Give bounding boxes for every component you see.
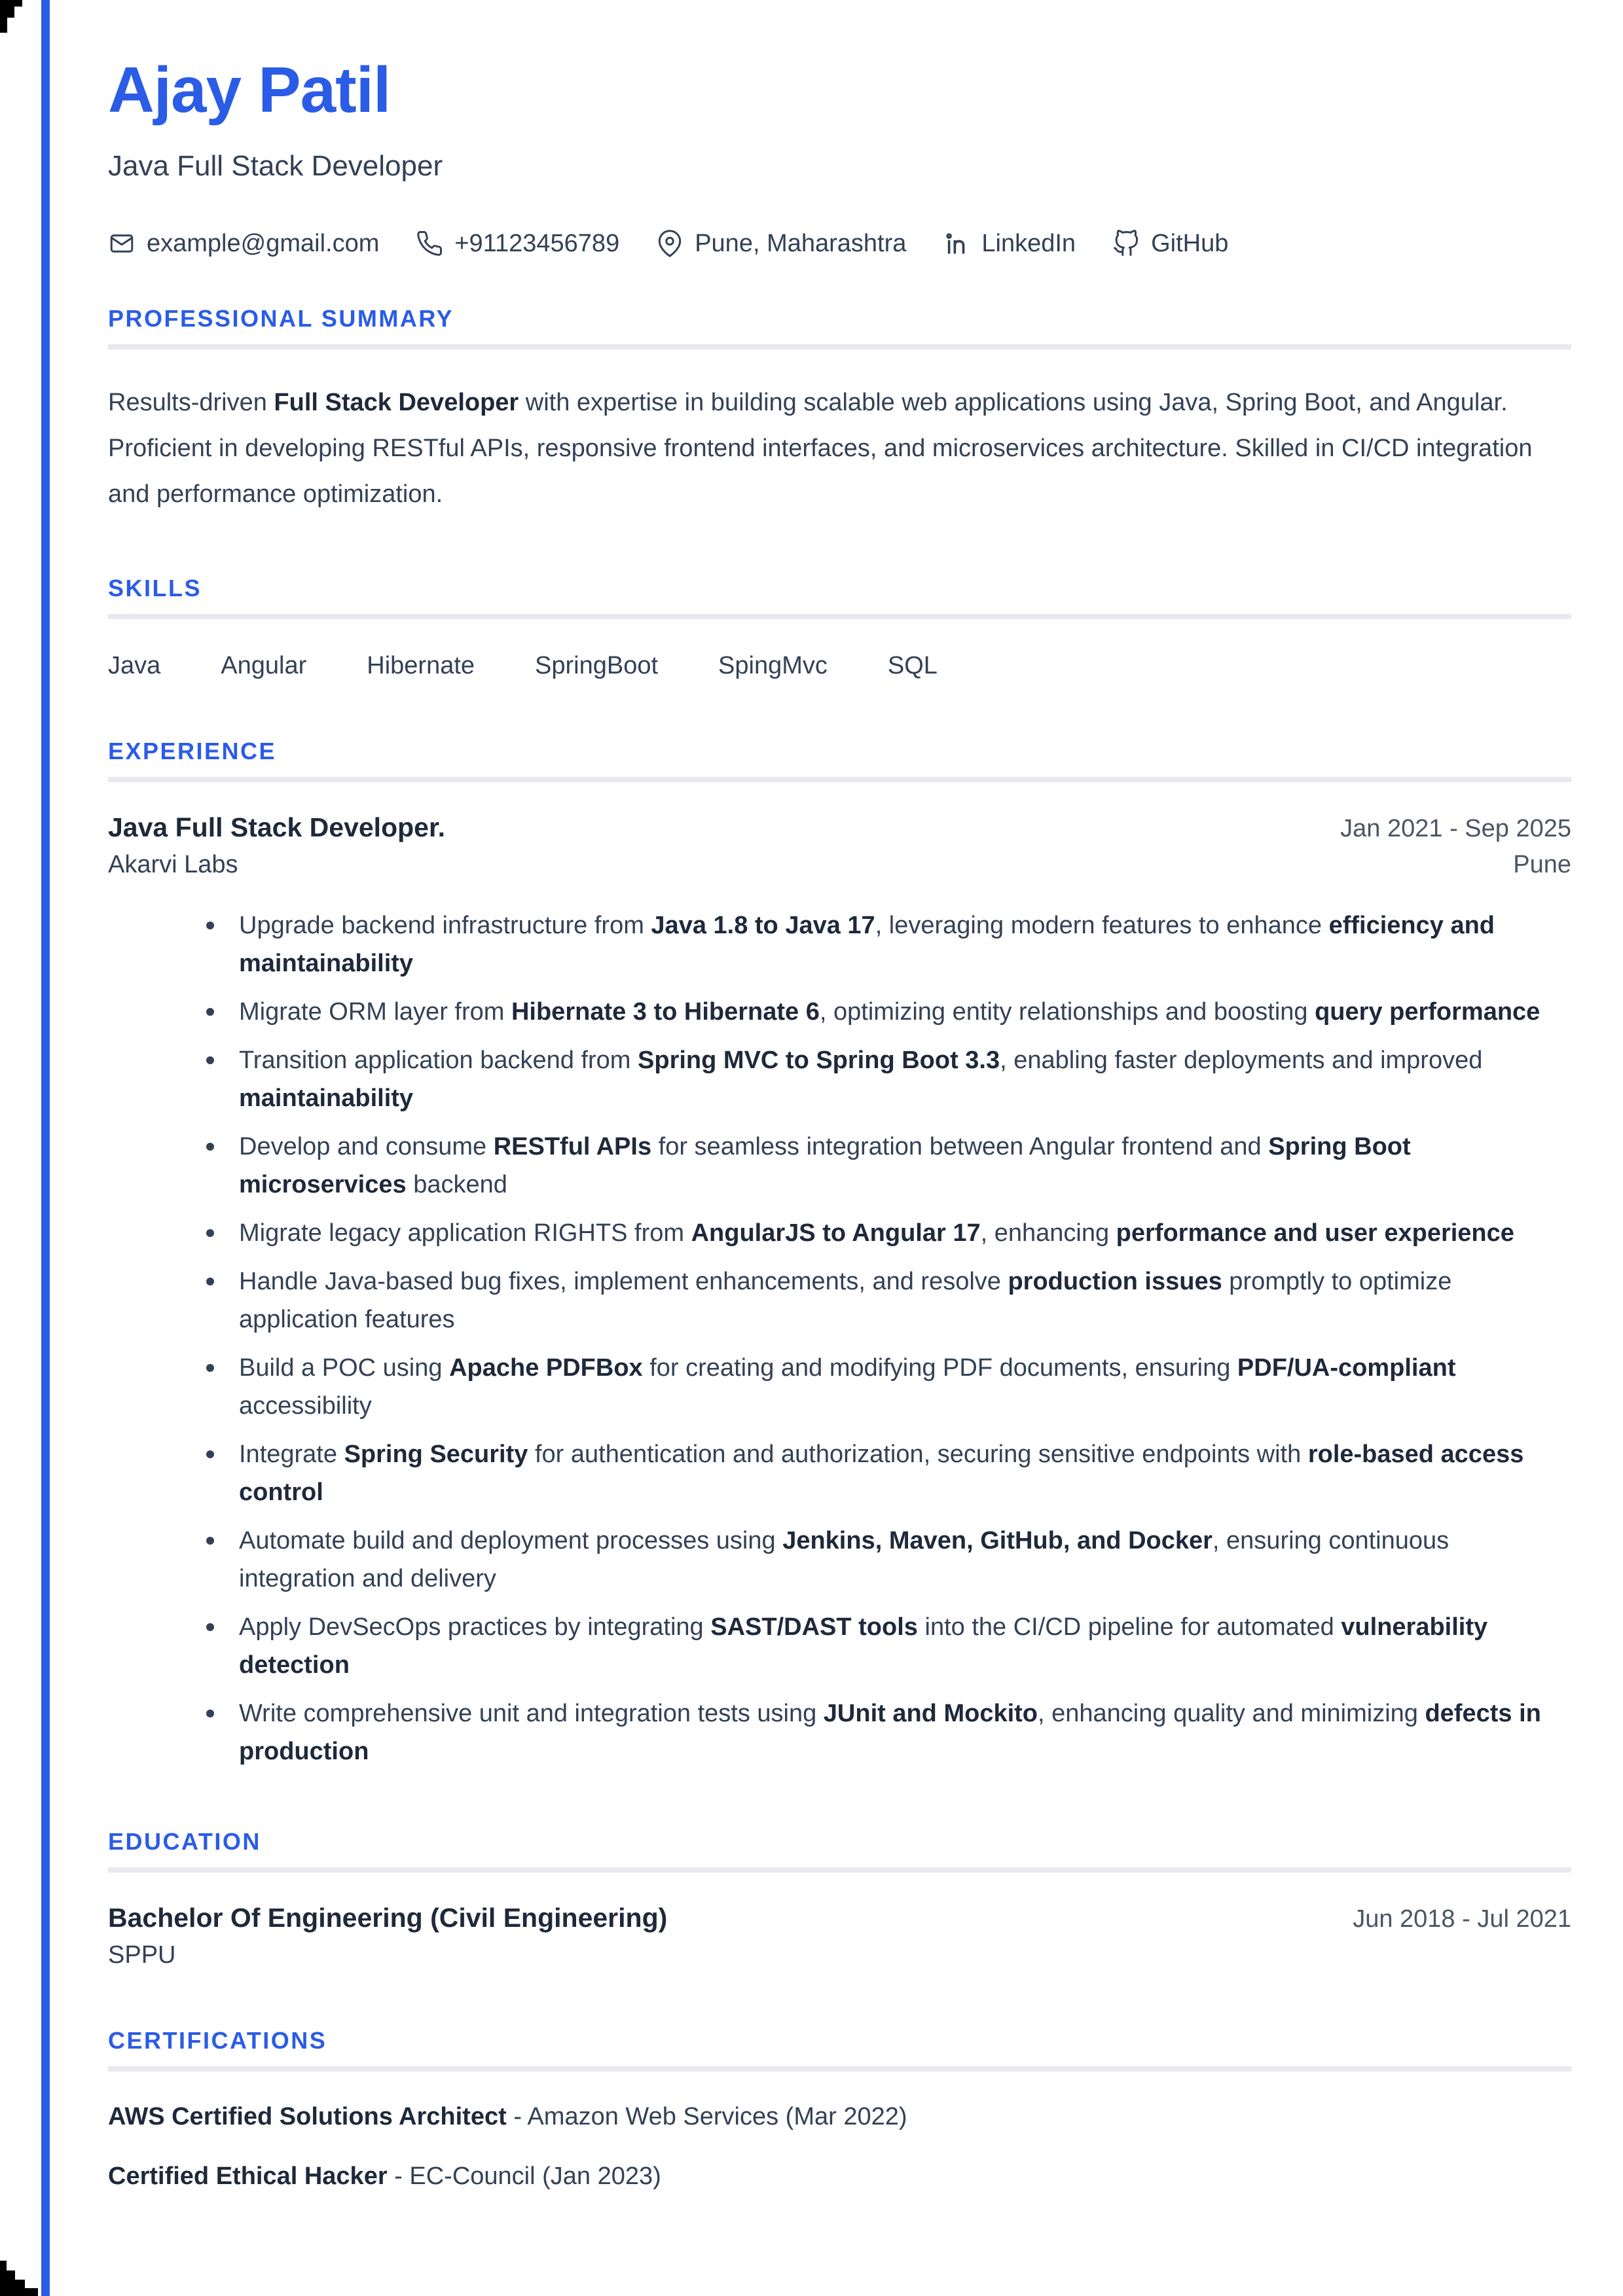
text-segment: Apache PDFBox (449, 1354, 643, 1382)
skills-list (108, 652, 1571, 680)
corner-artifact-bottom-left (0, 2261, 38, 2296)
text-segment: , leveraging modern features to enhance (875, 911, 1329, 939)
candidate-title: Java Full Stack Developer (108, 149, 443, 182)
text-segment: , enabling faster deployments and improved (1000, 1046, 1483, 1074)
skill-item: Angular (221, 651, 307, 679)
text-segment: AngularJS to Angular 17 (691, 1219, 981, 1247)
text-segment: with expertise in building scalable web applications using Java, Spring Boot, and Angular. Proficient in developing RESTful APIs, responsive frontend interfaces, and microservices architecture. Skilled in CI/CD integration and performance optimization. (108, 388, 1533, 508)
text-segment: production issues (1008, 1267, 1222, 1295)
certification-item (108, 2103, 1571, 2131)
text-segment: Apply DevSecOps practices by integrating (239, 1613, 711, 1641)
text-segment: Handle Java-based bug fixes, implement enhancements, and resolve (239, 1267, 1008, 1295)
skill-item: SQL (887, 651, 938, 679)
education-dates: Jun 2018 - Jul 2021 (1353, 1905, 1571, 1933)
text-segment: , ensuring continuous integration and delivery (239, 1526, 1450, 1592)
text-segment: query performance (1315, 997, 1541, 1026)
skill-item: Java (108, 651, 161, 679)
experience-bullet (108, 1349, 1571, 1425)
text-segment: Spring MVC to Spring Boot 3.3 (638, 1046, 1000, 1074)
text-segment: Spring Boot microservices (239, 1132, 1411, 1198)
text-segment: Spring Security (344, 1440, 528, 1468)
job-header (108, 812, 1571, 843)
experience-job (108, 812, 1571, 1770)
text-segment: JUnit and Mockito (823, 1699, 1038, 1727)
contact-phone-label: +91123456789 (454, 229, 620, 257)
text-segment: Jenkins, Maven, GitHub, and Docker (782, 1526, 1213, 1554)
education-header (108, 1903, 1571, 1933)
text-segment: backend (406, 1170, 507, 1198)
experience-bullet (108, 1522, 1571, 1598)
experience-bullet (108, 1435, 1571, 1511)
education-institution: SPPU (108, 1941, 176, 1969)
section-heading-certifications: CERTIFICATIONS (108, 2026, 327, 2054)
text-segment: Full Stack Developer (274, 388, 519, 416)
experience-bullet (108, 1263, 1571, 1338)
section-heading-skills: SKILLS (108, 574, 202, 601)
text-segment: - Amazon Web Services (Mar 2022) (506, 2102, 907, 2130)
text-segment: PDF/UA-compliant (1237, 1354, 1456, 1382)
text-segment: vulnerability detection (239, 1613, 1488, 1679)
text-segment: Automate build and deployment processes using (239, 1526, 783, 1554)
experience-bullet (108, 1608, 1571, 1684)
summary-paragraph (108, 380, 1571, 517)
text-segment: Develop and consume (239, 1132, 494, 1160)
contact-row (108, 230, 1571, 258)
text-segment: - EC-Council (Jan 2023) (387, 2162, 661, 2190)
left-accent-bar (41, 0, 50, 2296)
corner-artifact-top-left (0, 0, 22, 33)
text-segment: promptly to optimize application features (239, 1267, 1452, 1333)
text-segment: , optimizing entity relationships and boosting (819, 997, 1315, 1026)
text-segment: RESTful APIs (493, 1132, 652, 1160)
contact-location (656, 230, 906, 258)
text-segment: for authentication and authorization, securing sensitive endpoints with (528, 1440, 1308, 1468)
resume-content (108, 0, 1571, 2191)
skill-item: Hibernate (367, 651, 475, 679)
education-degree: Bachelor Of Engineering (Civil Engineering) (108, 1902, 668, 1933)
phone-icon (416, 230, 443, 257)
skill-item: SpringBoot (535, 651, 659, 679)
certification-item (108, 2162, 1571, 2191)
experience-bullet (108, 1695, 1571, 1770)
text-segment: for seamless integration between Angular frontend and (651, 1132, 1269, 1160)
text-segment: performance and user experience (1116, 1219, 1514, 1247)
email-icon (108, 230, 136, 257)
contact-github[interactable] (1112, 230, 1228, 258)
text-segment: efficiency and maintainability (239, 911, 1495, 977)
location-icon (656, 230, 684, 257)
candidate-name: Ajay Patil (108, 54, 391, 126)
text-segment: SAST/DAST tools (710, 1613, 918, 1641)
experience-bullet (108, 1128, 1571, 1204)
job-dates: Jan 2021 - Sep 2025 (1340, 814, 1571, 842)
text-segment: defects in production (239, 1699, 1541, 1765)
experience-bullet (108, 993, 1571, 1031)
job-location: Pune (1513, 850, 1571, 878)
text-segment: , enhancing quality and minimizing (1038, 1699, 1425, 1727)
section-heading-summary: PROFESSIONAL SUMMARY (108, 304, 454, 332)
text-segment: for creating and modifying PDF documents, ensuring (642, 1354, 1237, 1382)
contact-location-label: Pune, Maharashtra (695, 229, 907, 257)
text-segment: Write comprehensive unit and integration tests using (239, 1699, 824, 1727)
text-segment: role-based access control (239, 1440, 1524, 1506)
section-heading-education: EDUCATION (108, 1827, 261, 1855)
contact-linkedin-label: LinkedIn (981, 229, 1076, 257)
text-segment: accessibility (239, 1391, 372, 1420)
text-segment: Integrate (239, 1440, 344, 1468)
section-divider (108, 1867, 1571, 1873)
job-title: Java Full Stack Developer. (108, 812, 446, 842)
skill-item: SpingMvc (718, 651, 828, 679)
text-segment: Upgrade backend infrastructure from (239, 911, 651, 939)
text-segment: Certified Ethical Hacker (108, 2162, 388, 2190)
experience-bullet (108, 906, 1571, 982)
education-item (108, 1903, 1571, 1969)
text-segment: AWS Certified Solutions Architect (108, 2102, 507, 2130)
contact-phone[interactable] (416, 230, 619, 258)
contact-email[interactable] (108, 230, 379, 258)
section-divider (108, 614, 1571, 619)
job-company: Akarvi Labs (108, 850, 238, 878)
contact-github-label: GitHub (1151, 229, 1229, 257)
contact-linkedin[interactable] (943, 230, 1076, 258)
text-segment: maintainability (239, 1084, 414, 1112)
section-divider (108, 344, 1571, 350)
text-segment: Build a POC using (239, 1354, 450, 1382)
section-divider (108, 2066, 1571, 2072)
experience-bullet (108, 1041, 1571, 1117)
section-heading-experience: EXPERIENCE (108, 737, 277, 764)
github-icon (1112, 230, 1140, 257)
job-subheader (108, 851, 1571, 879)
text-segment: , enhancing (980, 1219, 1116, 1247)
section-divider (108, 777, 1571, 782)
experience-bullet (108, 1214, 1571, 1252)
experience-bullet-list (108, 906, 1571, 1770)
text-segment: Transition application backend from (239, 1046, 638, 1074)
text-segment: Results-driven (108, 388, 274, 416)
text-segment: Migrate ORM layer from (239, 997, 511, 1026)
text-segment: Hibernate 3 to Hibernate 6 (511, 997, 820, 1026)
text-segment: Java 1.8 to Java 17 (651, 911, 875, 939)
contact-email-label: example@gmail.com (147, 229, 380, 257)
text-segment: into the CI/CD pipeline for automated (917, 1613, 1341, 1641)
linkedin-icon (943, 230, 970, 257)
text-segment: Migrate legacy application RIGHTS from (239, 1219, 691, 1247)
